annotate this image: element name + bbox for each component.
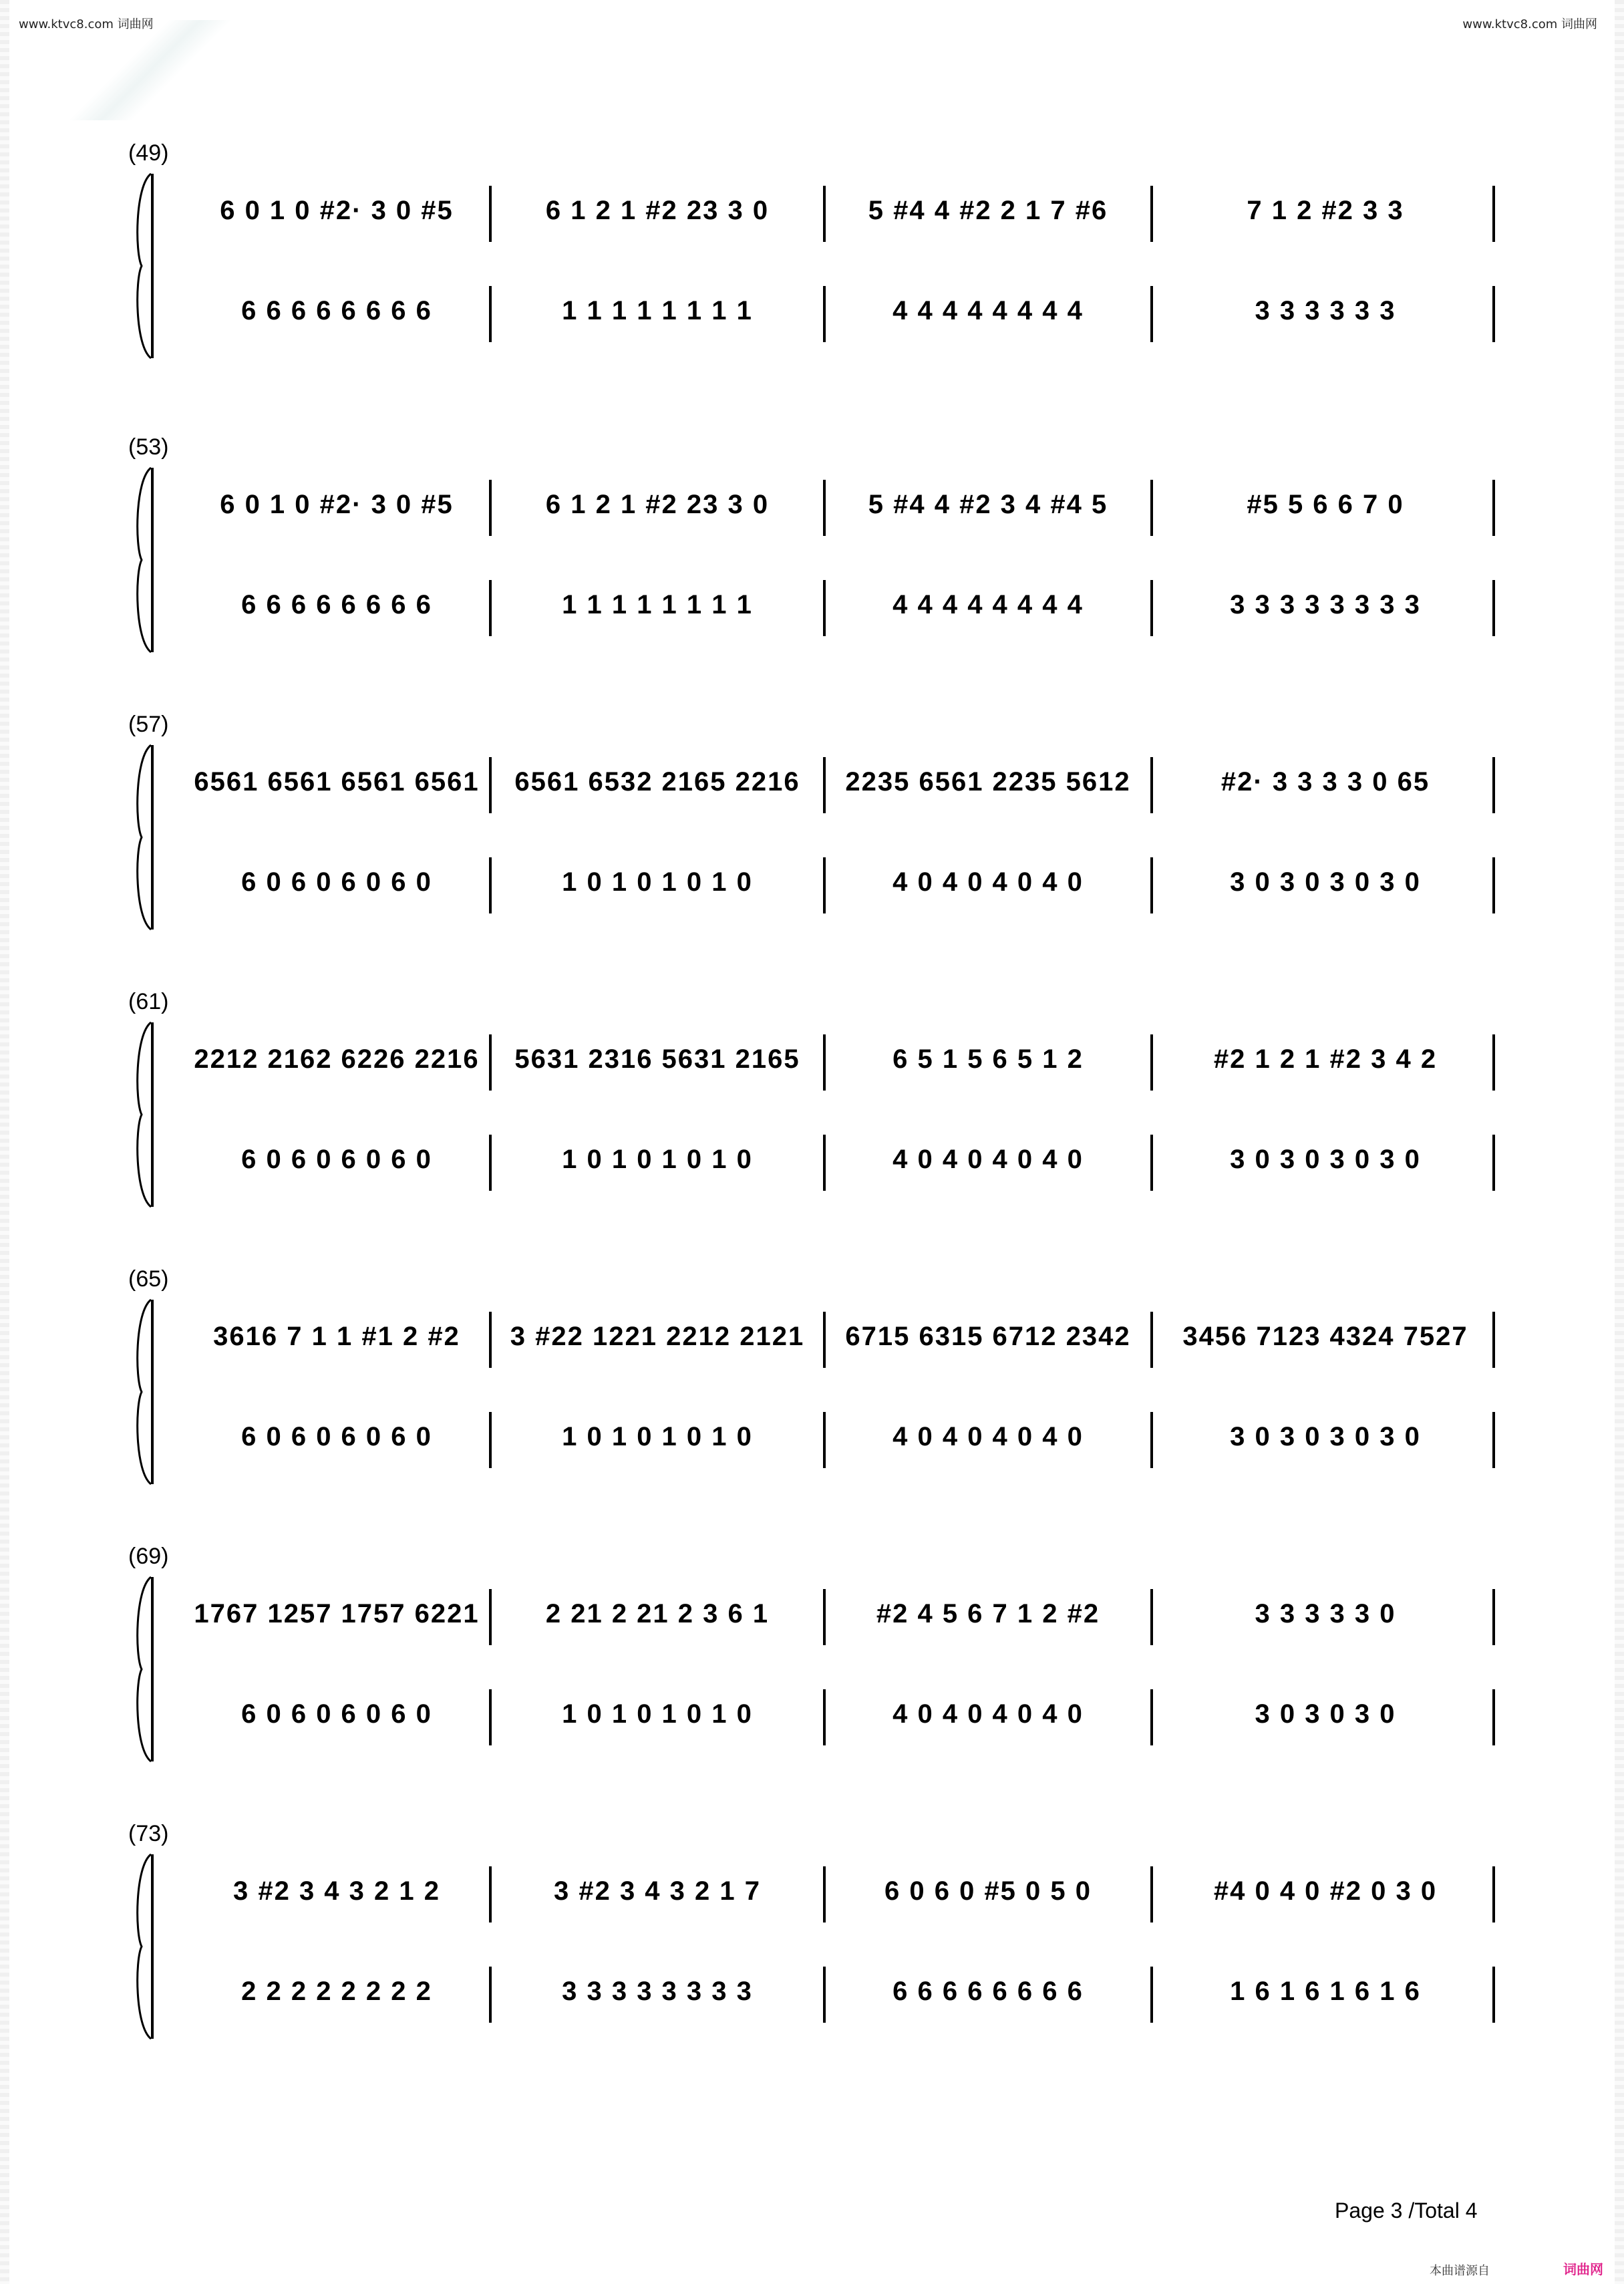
barline bbox=[1492, 1589, 1495, 1645]
measure-notes: 6 0 1 0 #2· 3 0 #5 bbox=[220, 195, 454, 225]
measure-notes: 6561 6561 6561 6561 bbox=[194, 766, 480, 797]
measure-notes: 4 4 4 4 4 4 4 4 bbox=[892, 589, 1084, 619]
measure-notes: 6 0 6 0 #5 0 5 0 bbox=[884, 1876, 1092, 1906]
barline bbox=[1150, 1689, 1153, 1745]
barline bbox=[1492, 480, 1495, 536]
measure-notes: 6 1 2 1 #2 23 3 0 bbox=[545, 195, 770, 225]
measure-notes: 4 0 4 0 4 0 4 0 bbox=[892, 1421, 1084, 1451]
measure-notes: #2 1 2 1 #2 3 4 2 bbox=[1213, 1044, 1438, 1074]
system-brace bbox=[131, 1853, 154, 2040]
measure-notes: 6 5 1 5 6 5 1 2 bbox=[892, 1044, 1084, 1074]
barline bbox=[1150, 1589, 1153, 1645]
barline bbox=[1150, 1866, 1153, 1922]
upper-staff bbox=[183, 1861, 1494, 1921]
measure-notes: 4 0 4 0 4 0 4 0 bbox=[892, 1144, 1084, 1174]
measure-notes: 5631 2316 5631 2165 bbox=[514, 1044, 800, 1074]
barline bbox=[1150, 757, 1153, 813]
barline bbox=[1492, 757, 1495, 813]
measure-number: (61) bbox=[128, 989, 169, 1014]
system-brace bbox=[131, 172, 154, 360]
barline bbox=[823, 857, 826, 913]
measure-notes: 3 0 3 0 3 0 bbox=[1255, 1699, 1396, 1729]
lower-staff bbox=[183, 1129, 1494, 1189]
score-system bbox=[128, 1266, 1494, 1487]
measure-notes: 6 6 6 6 6 6 6 6 bbox=[241, 295, 432, 325]
score-system bbox=[128, 989, 1494, 1209]
score-system bbox=[128, 712, 1494, 932]
lower-staff bbox=[183, 575, 1494, 635]
measure-notes: 1 6 1 6 1 6 1 6 bbox=[1230, 1976, 1421, 2006]
score-system bbox=[128, 1821, 1494, 2041]
score-system bbox=[128, 434, 1494, 655]
barline bbox=[489, 286, 492, 342]
measure-notes: 3 0 3 0 3 0 3 0 bbox=[1230, 1144, 1421, 1174]
measure-notes: 1767 1257 1757 6221 bbox=[194, 1598, 480, 1628]
barline bbox=[1492, 1866, 1495, 1922]
barline bbox=[1492, 1412, 1495, 1468]
upper-staff bbox=[183, 474, 1494, 535]
lower-staff bbox=[183, 852, 1494, 912]
barline bbox=[823, 1589, 826, 1645]
header-left: www.ktvc8.com 词曲网 bbox=[19, 17, 154, 31]
barline bbox=[1492, 1689, 1495, 1745]
measure-notes: 6 1 2 1 #2 23 3 0 bbox=[545, 489, 770, 519]
barline bbox=[1150, 1412, 1153, 1468]
page-border-left bbox=[0, 0, 9, 2284]
measure-notes: #2 4 5 6 7 1 2 #2 bbox=[876, 1598, 1100, 1628]
barline bbox=[823, 580, 826, 636]
barline bbox=[1150, 857, 1153, 913]
barline bbox=[489, 1689, 492, 1745]
measure-notes: 7 1 2 #2 3 3 bbox=[1247, 195, 1404, 225]
measure-notes: 6 6 6 6 6 6 6 6 bbox=[892, 1976, 1084, 2006]
header-right: www.ktvc8.com 词曲网 bbox=[1462, 17, 1597, 31]
measure-notes: #2· 3 3 3 3 0 65 bbox=[1221, 766, 1430, 797]
measure-notes: 6 0 6 0 6 0 6 0 bbox=[241, 1421, 432, 1451]
barline bbox=[823, 1967, 826, 2023]
barline bbox=[823, 286, 826, 342]
measure-notes: 4 0 4 0 4 0 4 0 bbox=[892, 867, 1084, 897]
barline bbox=[489, 1589, 492, 1645]
measure-notes: 2 2 2 2 2 2 2 2 bbox=[241, 1976, 432, 2006]
measure-number: (65) bbox=[128, 1266, 169, 1292]
score-system bbox=[128, 1544, 1494, 1764]
system-brace bbox=[131, 1298, 154, 1485]
barline bbox=[1150, 1034, 1153, 1091]
lower-staff bbox=[183, 1684, 1494, 1744]
barline bbox=[1492, 580, 1495, 636]
measure-notes: 6715 6315 6712 2342 bbox=[845, 1321, 1131, 1351]
measure-notes: 5 #4 4 #2 3 4 #4 5 bbox=[868, 489, 1108, 519]
measure-notes: 6 0 6 0 6 0 6 0 bbox=[241, 867, 432, 897]
measure-notes: 2235 6561 2235 5612 bbox=[845, 766, 1131, 797]
barline bbox=[489, 1967, 492, 2023]
system-brace bbox=[131, 1576, 154, 1763]
lower-staff bbox=[183, 1961, 1494, 2021]
barline bbox=[1492, 286, 1495, 342]
measure-notes: 1 0 1 0 1 0 1 0 bbox=[562, 1699, 753, 1729]
barline bbox=[1150, 1135, 1153, 1191]
measure-notes: 6 0 6 0 6 0 6 0 bbox=[241, 1144, 432, 1174]
system-brace bbox=[131, 744, 154, 931]
system-brace bbox=[131, 1021, 154, 1208]
measure-notes: 4 0 4 0 4 0 4 0 bbox=[892, 1699, 1084, 1729]
upper-staff bbox=[183, 752, 1494, 812]
measure-notes: 1 0 1 0 1 0 1 0 bbox=[562, 867, 753, 897]
barline bbox=[823, 1689, 826, 1745]
barline bbox=[1150, 580, 1153, 636]
barline bbox=[489, 757, 492, 813]
measure-notes: 3 3 3 3 3 3 3 3 bbox=[562, 1976, 753, 2006]
barline bbox=[489, 1866, 492, 1922]
measure-notes: 1 0 1 0 1 0 1 0 bbox=[562, 1421, 753, 1451]
barline bbox=[1150, 480, 1153, 536]
measure-notes: #5 5 6 6 7 0 bbox=[1247, 489, 1404, 519]
barline bbox=[823, 1412, 826, 1468]
barline bbox=[1492, 186, 1495, 242]
barline bbox=[823, 480, 826, 536]
measure-notes: 3 0 3 0 3 0 3 0 bbox=[1230, 1421, 1421, 1451]
score-system bbox=[128, 140, 1494, 361]
barline bbox=[823, 757, 826, 813]
barline bbox=[489, 1034, 492, 1091]
page-border-right bbox=[1615, 0, 1624, 2284]
measure-notes: 3 #2 3 4 3 2 1 2 bbox=[232, 1876, 440, 1906]
barline bbox=[489, 857, 492, 913]
barline bbox=[489, 1135, 492, 1191]
measure-notes: 5 #4 4 #2 2 1 7 #6 bbox=[868, 195, 1108, 225]
barline bbox=[823, 1034, 826, 1091]
barline bbox=[489, 480, 492, 536]
measure-notes: 3 0 3 0 3 0 3 0 bbox=[1230, 867, 1421, 897]
barline bbox=[1492, 1312, 1495, 1368]
barline bbox=[823, 1312, 826, 1368]
barline bbox=[1492, 1967, 1495, 2023]
barline bbox=[1492, 857, 1495, 913]
measure-notes: 4 4 4 4 4 4 4 4 bbox=[892, 295, 1084, 325]
measure-notes: 3 #22 1221 2212 2121 bbox=[510, 1321, 805, 1351]
upper-staff bbox=[183, 180, 1494, 241]
measure-notes: 6 0 6 0 6 0 6 0 bbox=[241, 1699, 432, 1729]
page-indicator: Page 3 /Total 4 bbox=[1335, 2198, 1478, 2223]
measure-notes: 3 3 3 3 3 0 bbox=[1255, 1598, 1396, 1628]
measure-notes: 2212 2162 6226 2216 bbox=[194, 1044, 480, 1074]
barline bbox=[1150, 286, 1153, 342]
barline bbox=[1150, 1967, 1153, 2023]
watermark-logo bbox=[40, 20, 261, 120]
barline bbox=[489, 1412, 492, 1468]
barline bbox=[489, 580, 492, 636]
barline bbox=[823, 186, 826, 242]
measure-notes: 6561 6532 2165 2216 bbox=[514, 766, 800, 797]
measure-notes: 3456 7123 4324 7527 bbox=[1182, 1321, 1468, 1351]
measure-notes: 3 #2 3 4 3 2 1 7 bbox=[553, 1876, 761, 1906]
measure-notes: 1 1 1 1 1 1 1 1 bbox=[562, 589, 753, 619]
barline bbox=[489, 186, 492, 242]
measure-notes: 1 1 1 1 1 1 1 1 bbox=[562, 295, 753, 325]
barline bbox=[1492, 1034, 1495, 1091]
measure-notes: 6 0 1 0 #2· 3 0 #5 bbox=[220, 489, 454, 519]
measure-notes: 3 3 3 3 3 3 bbox=[1255, 295, 1396, 325]
measure-notes: 2 21 2 21 2 3 6 1 bbox=[545, 1598, 770, 1628]
lower-staff bbox=[183, 281, 1494, 341]
source-label: 本曲谱源自 bbox=[1430, 2264, 1490, 2277]
measure-number: (69) bbox=[128, 1544, 169, 1569]
barline bbox=[823, 1135, 826, 1191]
measure-notes: 1 0 1 0 1 0 1 0 bbox=[562, 1144, 753, 1174]
barline bbox=[1150, 1312, 1153, 1368]
upper-staff bbox=[183, 1306, 1494, 1367]
measure-number: (73) bbox=[128, 1821, 169, 1846]
measure-notes: 6 6 6 6 6 6 6 6 bbox=[241, 589, 432, 619]
upper-staff bbox=[183, 1584, 1494, 1644]
lower-staff bbox=[183, 1407, 1494, 1467]
source-logo: 词曲网 bbox=[1563, 2263, 1603, 2277]
barline bbox=[1492, 1135, 1495, 1191]
barline bbox=[1150, 186, 1153, 242]
measure-number: (53) bbox=[128, 434, 169, 460]
measure-notes: 3 3 3 3 3 3 3 3 bbox=[1230, 589, 1421, 619]
upper-staff bbox=[183, 1029, 1494, 1089]
measure-number: (57) bbox=[128, 712, 169, 737]
measure-number: (49) bbox=[128, 140, 169, 166]
system-brace bbox=[131, 466, 154, 654]
barline bbox=[823, 1866, 826, 1922]
measure-notes: 3616 7 1 1 #1 2 #2 bbox=[213, 1321, 460, 1351]
measure-notes: #4 0 4 0 #2 0 3 0 bbox=[1213, 1876, 1438, 1906]
barline bbox=[489, 1312, 492, 1368]
